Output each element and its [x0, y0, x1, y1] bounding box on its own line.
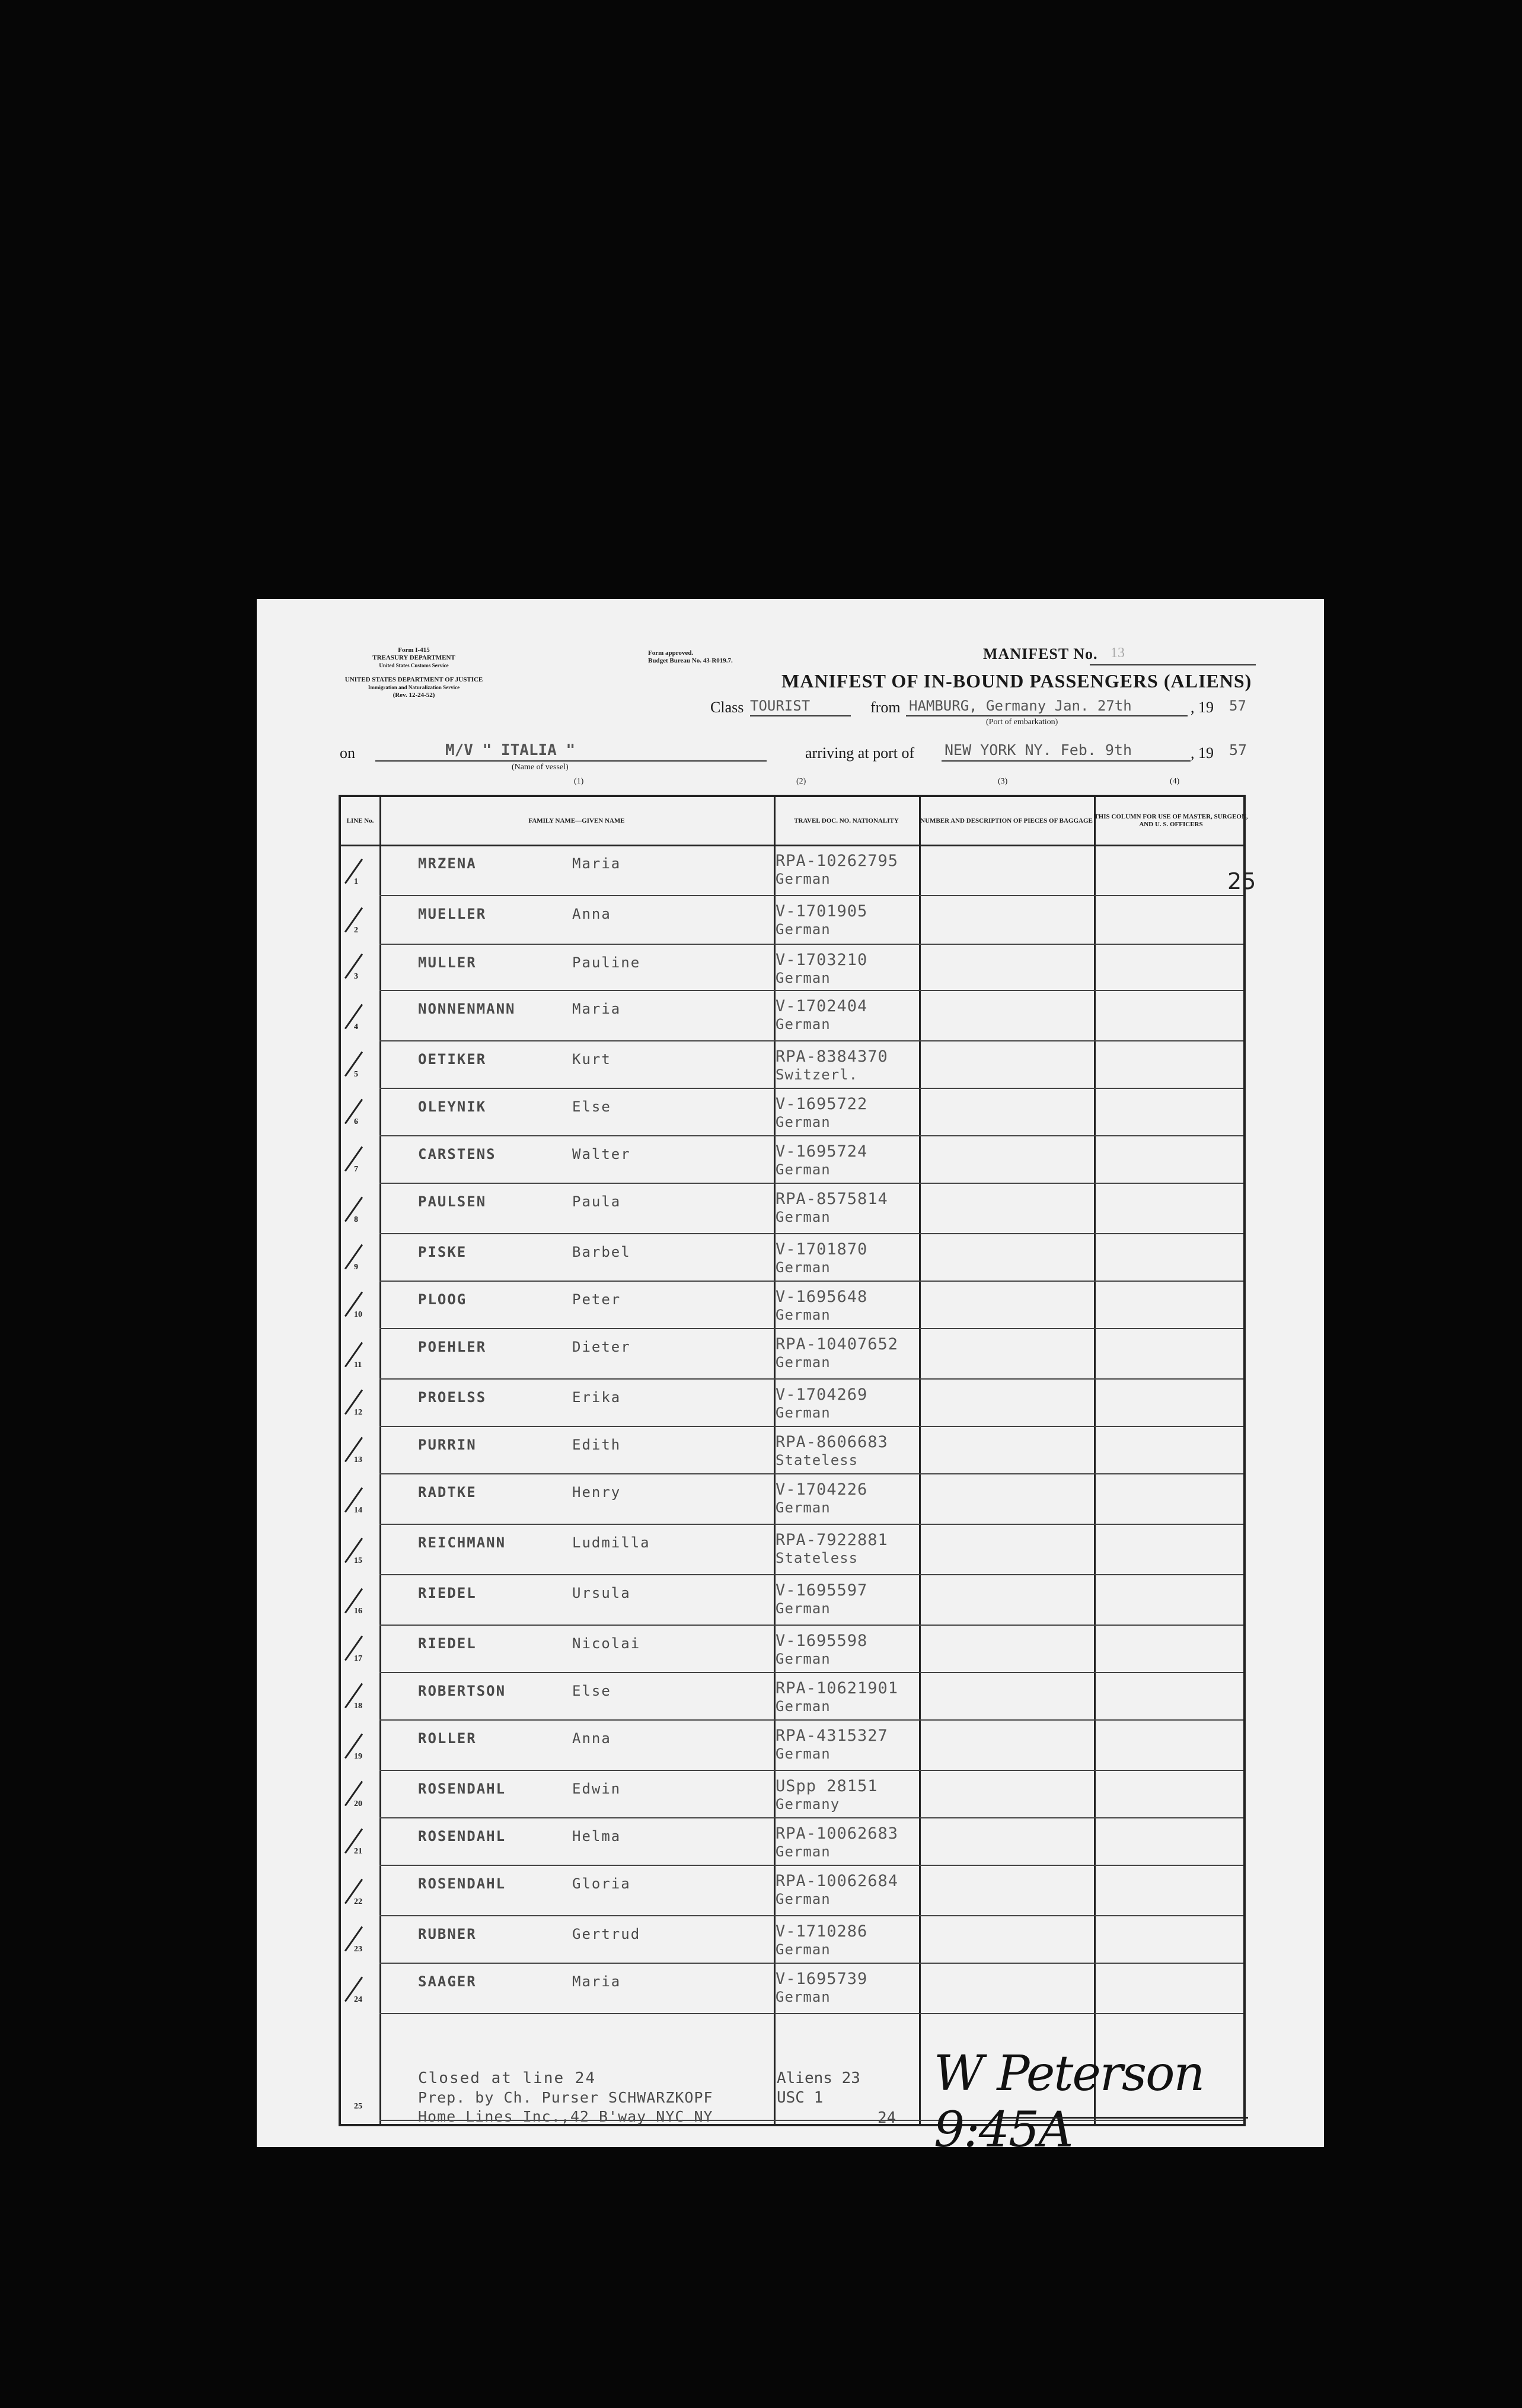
- row-divider: [379, 944, 1243, 945]
- row-divider: [379, 1770, 1243, 1771]
- col-header-name: FAMILY NAME—GIVEN NAME: [528, 817, 625, 824]
- family-name: ROSENDAHL: [418, 1875, 506, 1892]
- from-label: from: [870, 699, 901, 716]
- justice-block: [316, 676, 512, 699]
- form-number: Form I-415: [398, 646, 430, 654]
- row-divider: [379, 1426, 1243, 1427]
- travel-doc-number: RPA-10262795: [776, 852, 899, 870]
- line-number: 14: [354, 1506, 362, 1515]
- closed-at-line: Closed at line 24: [418, 2069, 596, 2087]
- line-number: 22: [354, 1897, 362, 1906]
- given-name: Helma: [572, 1828, 621, 1845]
- form-approved: Form approved.: [648, 649, 694, 657]
- family-name: REICHMANN: [418, 1534, 506, 1551]
- col-num-2: (2): [796, 777, 806, 786]
- family-name: MULLER: [418, 954, 477, 971]
- col-num-1: (1): [574, 777, 584, 786]
- given-name: Gertrud: [572, 1926, 641, 1942]
- nationality: Stateless: [776, 1452, 859, 1469]
- nationality: German: [776, 1259, 831, 1276]
- on-label: on: [340, 744, 355, 762]
- nationality: German: [776, 1161, 831, 1178]
- row-divider: [379, 1524, 1243, 1525]
- family-name: SAAGER: [418, 1973, 477, 1990]
- given-name: Edwin: [572, 1780, 621, 1797]
- nationality: German: [776, 921, 831, 938]
- line-number: 25: [354, 2102, 362, 2111]
- row-divider: [379, 1135, 1243, 1136]
- col-num-3: (3): [998, 777, 1008, 786]
- line-number: 3: [354, 972, 358, 981]
- manifest-number: 13: [1111, 645, 1125, 661]
- family-name: OETIKER: [418, 1051, 487, 1068]
- family-name: ROSENDAHL: [418, 1828, 506, 1845]
- nationality: German: [776, 1891, 831, 1907]
- col-header-line: LINE No.: [346, 817, 374, 824]
- line-number: 17: [354, 1654, 362, 1663]
- family-name: CARSTENS: [418, 1146, 496, 1162]
- row-divider: [379, 1473, 1243, 1474]
- family-name: PROELSS: [418, 1389, 487, 1406]
- family-name: RIEDEL: [418, 1635, 477, 1652]
- given-name: Anna: [572, 906, 611, 922]
- vessel-caption: (Name of vessel): [512, 763, 569, 772]
- given-name: Anna: [572, 1730, 611, 1747]
- year-prefix-1: , 19: [1191, 699, 1214, 716]
- row-divider: [379, 1574, 1243, 1575]
- given-name: Ursula: [572, 1585, 631, 1601]
- line-number: 20: [354, 1799, 362, 1808]
- prepared-by: Prep. by Ch. Purser SCHWARZKOPF: [418, 2089, 713, 2106]
- family-name: NONNENMANN: [418, 1001, 516, 1017]
- given-name: Dieter: [572, 1339, 631, 1355]
- line-number: 21: [354, 1847, 362, 1856]
- travel-doc-number: RPA-4315327: [776, 1727, 888, 1745]
- nationality: German: [776, 1941, 831, 1958]
- travel-doc-number: RPA-10062684: [776, 1872, 899, 1890]
- agency-block: [346, 646, 482, 670]
- port-embark-caption: (Port of embarkation): [986, 718, 1058, 727]
- family-name: ROSENDAHL: [418, 1780, 506, 1797]
- row-divider: [379, 2013, 1243, 2014]
- nationality: German: [776, 1016, 831, 1033]
- row-divider: [379, 1040, 1243, 1041]
- row-divider: [379, 1281, 1243, 1282]
- nationality: German: [776, 1114, 831, 1130]
- travel-doc-number: RPA-7922881: [776, 1531, 888, 1549]
- nationality: German: [776, 1600, 831, 1617]
- approval-block: [648, 649, 733, 665]
- shipping-line: Home Lines Inc.,42 B'way NYC NY: [418, 2108, 713, 2125]
- given-name: Erika: [572, 1389, 621, 1406]
- arriving-label: arriving at port of: [805, 744, 915, 762]
- row-divider: [379, 1378, 1243, 1380]
- row-divider: [379, 990, 1243, 991]
- travel-doc-number: RPA-8575814: [776, 1190, 888, 1208]
- justice-label: UNITED STATES DEPARTMENT OF JUSTICE: [344, 676, 483, 683]
- family-name: POEHLER: [418, 1339, 487, 1355]
- nationality: Germany: [776, 1796, 840, 1813]
- travel-doc-number: V-1710286: [776, 1922, 868, 1941]
- class-value: TOURIST: [750, 697, 811, 714]
- line-number: 9: [354, 1263, 358, 1272]
- line-number: 1: [354, 877, 358, 886]
- line-number: 15: [354, 1556, 362, 1565]
- travel-doc-number: V-1695739: [776, 1970, 868, 1988]
- family-name: PLOOG: [418, 1291, 467, 1308]
- nationality: German: [776, 1651, 831, 1667]
- line-number: 5: [354, 1070, 358, 1079]
- officer-count: 25: [1227, 868, 1256, 894]
- passenger-table: [339, 795, 1256, 2158]
- row-divider: [379, 895, 1243, 896]
- line-number: 10: [354, 1310, 362, 1319]
- given-name: Peter: [572, 1291, 621, 1308]
- nationality: German: [776, 1307, 831, 1323]
- manifest-page: [257, 599, 1324, 2158]
- travel-doc-number: RPA-10062683: [776, 1824, 899, 1843]
- given-name: Kurt: [572, 1051, 611, 1068]
- travel-doc-number: V-1695648: [776, 1288, 868, 1306]
- travel-doc-number: RPA-10407652: [776, 1335, 899, 1353]
- customs-label: United States Customs Service: [379, 662, 449, 668]
- travel-doc-number: V-1704226: [776, 1480, 868, 1499]
- travel-doc-number: RPA-10621901: [776, 1679, 899, 1697]
- travel-doc-number: RPA-8384370: [776, 1047, 888, 1066]
- travel-doc-number: V-1695598: [776, 1632, 868, 1650]
- travel-doc-number: V-1703210: [776, 951, 868, 969]
- travel-doc-number: V-1701870: [776, 1240, 868, 1259]
- nationality: German: [776, 1209, 831, 1225]
- line-number: 6: [354, 1117, 358, 1126]
- col-num-4: (4): [1170, 777, 1180, 786]
- col-header-baggage: NUMBER AND DESCRIPTION OF PIECES OF BAGGAGE: [920, 817, 1093, 824]
- family-name: RIEDEL: [418, 1585, 477, 1601]
- given-name: Walter: [572, 1146, 631, 1162]
- vessel-name: M/V " ITALIA ": [445, 741, 576, 759]
- line-number: 2: [354, 926, 358, 935]
- budget-bureau: Budget Bureau No. 43-R019.7.: [648, 657, 733, 664]
- col-header-officers: THIS COLUMN FOR USE OF MASTER, SURGEON, AND U. S. OFFICERS: [1094, 813, 1248, 828]
- row-divider: [379, 1817, 1243, 1818]
- family-name: RADTKE: [418, 1484, 477, 1501]
- travel-doc-number: V-1695597: [776, 1581, 868, 1600]
- line-number: 7: [354, 1165, 358, 1174]
- total-count: 24: [878, 2109, 896, 2127]
- row-divider: [379, 1183, 1243, 1184]
- nationality: German: [776, 1499, 831, 1516]
- travel-doc-number: USpp 28151: [776, 1777, 878, 1795]
- nationality: German: [776, 1746, 831, 1762]
- nationality: German: [776, 1989, 831, 2005]
- line-number: 11: [354, 1361, 362, 1369]
- row-divider: [379, 1672, 1243, 1673]
- line-number: 19: [354, 1752, 362, 1761]
- arrival-value: NEW YORK NY. Feb. 9th: [945, 741, 1132, 759]
- given-name: Edith: [572, 1436, 621, 1453]
- travel-doc-number: V-1702404: [776, 997, 868, 1015]
- page-title: MANIFEST OF IN-BOUND PASSENGERS (ALIENS): [781, 670, 1252, 692]
- line-number: 16: [354, 1607, 362, 1616]
- aliens-count: Aliens 23: [777, 2069, 860, 2087]
- family-name: RUBNER: [418, 1926, 477, 1942]
- family-name: ROBERTSON: [418, 1683, 506, 1699]
- usc-count: USC 1: [777, 2089, 824, 2107]
- nationality: Stateless: [776, 1550, 859, 1566]
- given-name: Paula: [572, 1193, 621, 1210]
- given-name: Else: [572, 1683, 611, 1699]
- travel-doc-number: V-1695722: [776, 1095, 868, 1113]
- row-divider: [379, 1963, 1243, 1964]
- row-divider: [379, 1625, 1243, 1626]
- nationality: German: [776, 1698, 831, 1715]
- nationality: German: [776, 1843, 831, 1860]
- col-header-travel-doc: TRAVEL DOC. NO. NATIONALITY: [794, 817, 899, 824]
- family-name: MUELLER: [418, 906, 487, 922]
- line-number: 8: [354, 1215, 358, 1224]
- travel-doc-number: RPA-8606683: [776, 1433, 888, 1451]
- year-value-1: 57: [1229, 697, 1246, 714]
- family-name: ROLLER: [418, 1730, 477, 1747]
- nationality: German: [776, 871, 831, 887]
- nationality: German: [776, 970, 831, 986]
- nationality: Switzerl.: [776, 1066, 859, 1083]
- given-name: Henry: [572, 1484, 621, 1501]
- line-number: 18: [354, 1702, 362, 1711]
- family-name: PISKE: [418, 1244, 467, 1260]
- given-name: Gloria: [572, 1875, 631, 1892]
- line-number: 13: [354, 1455, 362, 1464]
- given-name: Else: [572, 1098, 611, 1115]
- given-name: Pauline: [572, 954, 641, 971]
- revision-label: (Rev. 12-24-52): [393, 692, 435, 699]
- line-number: 24: [354, 1995, 362, 2004]
- travel-doc-number: V-1695724: [776, 1142, 868, 1161]
- year-prefix-2: , 19: [1191, 744, 1214, 762]
- family-name: PURRIN: [418, 1436, 477, 1453]
- row-divider: [379, 1233, 1243, 1234]
- row-divider: [379, 1915, 1243, 1916]
- row-divider: [379, 1865, 1243, 1866]
- family-name: PAULSEN: [418, 1193, 487, 1210]
- given-name: Maria: [572, 855, 621, 872]
- given-name: Barbel: [572, 1244, 631, 1260]
- family-name: MRZENA: [418, 855, 477, 872]
- manifest-number-label: MANIFEST No.: [983, 645, 1098, 662]
- row-divider: [379, 1088, 1243, 1089]
- line-number: 12: [354, 1408, 362, 1417]
- family-name: OLEYNIK: [418, 1098, 487, 1115]
- ins-label: Immigration and Naturalization Service: [368, 684, 460, 690]
- given-name: Nicolai: [572, 1635, 641, 1652]
- year-value-2: 57: [1229, 741, 1247, 759]
- class-label: Class: [710, 699, 744, 716]
- officer-signature: W Peterson 9:45A: [934, 2046, 1204, 2158]
- travel-doc-number: V-1704269: [776, 1385, 868, 1404]
- from-value: HAMBURG, Germany Jan. 27th: [909, 697, 1132, 714]
- nationality: German: [776, 1404, 831, 1421]
- travel-doc-number: V-1701905: [776, 902, 868, 920]
- nationality: German: [776, 1354, 831, 1371]
- line-number: 4: [354, 1023, 358, 1031]
- given-name: Maria: [572, 1973, 621, 1990]
- line-number: 23: [354, 1945, 362, 1954]
- given-name: Ludmilla: [572, 1534, 650, 1551]
- given-name: Maria: [572, 1001, 621, 1017]
- treasury-label: TREASURY DEPARTMENT: [372, 654, 455, 661]
- row-divider: [379, 1719, 1243, 1721]
- row-divider: [379, 1328, 1243, 1329]
